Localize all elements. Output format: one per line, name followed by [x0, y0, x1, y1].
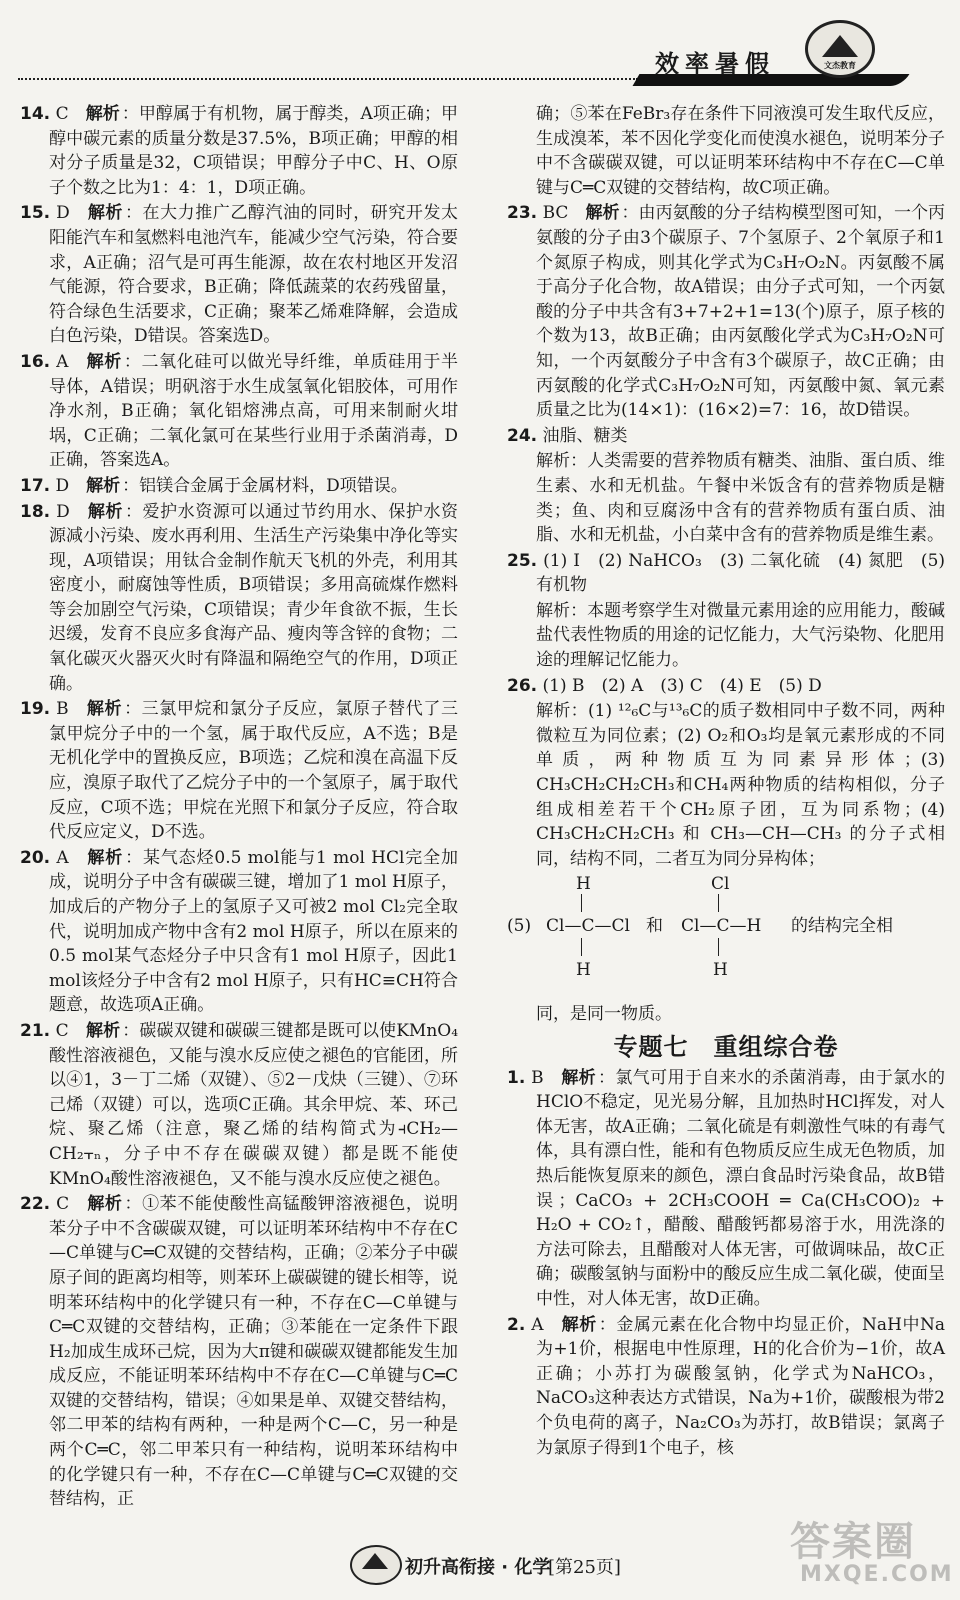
section-title: 专题七 重组综合卷 [613, 1033, 839, 1061]
watermark [790, 1510, 954, 1590]
page-number: [第25页] [548, 1557, 621, 1578]
answer-item-25-analysis: 解析：本题考察学生对微量元素用途的应用能力，酸碱盐代表性物质的用途的记忆能力，大气污染物、化肥用途的理解记忆能力。 [536, 600, 946, 671]
answer-item-15: 15. D 解析 ：在大力推广乙醇汽油的同时，研究开发太阳能汽车和氢燃料电池汽车，能减少空气污染，符合要求，A正确；沼气是可再生能源，故在农村地区开发沼气能源，符合要求，B正确；降低蔬菜的农药残留量，符合绿色生活要求，C正确；聚苯乙烯难降解，会造成白色污染，D错误。答案选D。 [20, 203, 459, 347]
answer-item-s7-1: 1. B 解析 ：氯气可用于自来水的杀菌消毒，由于氯水的HClO不稳定，见光易分解，且加热时HCl挥发，对人体无害，故A正确；二氧化硫是有刺激性气味的有毒气体，具有漂白性，能和有色物质反应生成无色物质，加热后能恢复原来的颜色，漂白食品时污染食品，故B错误；CaCO₃ + 2CH₃COOH ═ Ca(CH₃COO)₂ + H₂O + CO₂↑，醋酸、醋酸钙都易溶于水，用洗涤的方法可除去，且醋酸对人体无害，可做调味品，故C正确；碳酸氢钠与面粉中的酸反应生成二氧化碳，使面呈中性，对人体无害，故D正确。 [507, 1067, 946, 1309]
answer-item-26-analysis: 解析：(1) ¹²₆C与¹³₆C的质子数相同中子数不同，两种微粒互为同位素；(2) O₂和O₃均是氧元素形成的不同单质，两种物质互为同素异形体；(3) CH₃CH₂CH₂CH₃和CH₄两种物质的结构相似，分子组成相差若干个CH₂原子团，互为同系物；(4) CH₃CH₂CH₂CH₃ 和 CH₃—CH—CH₃ 的分子式相同，结构不同，二者互为同分异构体； [536, 701, 946, 869]
watermark-line-2: MXQE.COM [800, 1562, 954, 1587]
answer-item-25: 25. (1) I (2) NaHCO₃ (3) 二氧化硫 (4) 氮肥 (5) 有机物 [507, 550, 946, 596]
bond-line [718, 938, 719, 956]
answer-item-20: 20. A 解析 ：某气态烃0.5 mol能与1 mol HCl完全加成，说明分子中含有碳碳三键，增加了1 mol H原子，加成后的产物分子上的氢原子又可被2 mol Cl₂完全取代，说明加成产物中含有2 mol H原子，所以在原来的0.5 mol某气态烃分子中只含有1 mol H原子，因此1 mol该烃分子中含有2 mol H原子，只有HC≡CH符合题意，故选项A正确。 [20, 847, 459, 1016]
bond-line [718, 894, 719, 912]
answer-item-26-end: 同，是同一物质。 [536, 1004, 672, 1025]
bond-line [581, 938, 582, 956]
footer-logo-icon [350, 1545, 402, 1585]
answer-item-26: 26. (1) B (2) A (3) C (4) E (5) D [507, 675, 822, 696]
left-column [20, 102, 458, 1513]
answer-item-14: 14. C 解析 ：甲醇属于有机物，属于醇类，A项正确；甲醇中碳元素的质量分数是37.5%，B项正确；甲醇的相对分子质量是32，C项错误；甲醇分子中C、H、O原子个数之比为1：4：1，D项正确。 [20, 104, 459, 198]
answer-item-19: 19. B 解析 ：三氯甲烷和氯分子反应，氯原子替代了三氯甲烷分子中的一个氢，属于取代反应，A不选；B是无机化学中的置换反应，B项选；乙烷和溴在高温下反应，溴原子取代了乙烷分子中的一个氢原子，属于取代反应，C项不选；甲烷在光照下和氯分子反应，符合取代反应定义，D不选。 [20, 699, 459, 843]
answer-item-24: 24. 油脂、糖类 [507, 425, 628, 446]
formula-left-bottom-h: H [576, 960, 591, 981]
answer-item-24-analysis: 解析：人类需要的营养物质有糖类、油脂、蛋白质、维生素、水和无机盐。午餐中米饭含有的营养物质是糖类；鱼、肉和豆腐汤中含有的营养物质有蛋白质、油脂、水和无机盐，小白菜中含有的营养物质是维生素。 [536, 451, 946, 546]
answer-item-17: 17. D 解析 ：铝镁合金属于金属材料，D项错误。 [20, 475, 408, 496]
formula-tail-text: 的结构完全相 [791, 916, 893, 937]
mountain-icon [822, 35, 858, 57]
answer-item-s7-2: 2. A 解析 ：金属元素在化合物中均显正价，NaH中Na为+1价，根据电中性原理，H的化合价为−1价，故A正确；小苏打为碳酸氢钠，化学式为NaHCO₃，NaCO₃这种表达方式错误，Na为+1价，碳酸根为带2个负电荷的离子，Na₂CO₃为苏打，故B错误；氯离子为氯原子得到1个电子，核 [507, 1314, 946, 1458]
answer-item-22-continued: 确；⑤苯在FeBr₃存在条件下同液溴可发生取代反应，生成溴苯，苯不因化学变化而使溴水褪色，说明苯分子中不含碳碳双键，可以证明苯环结构中不存在C—C单键与C═C双键的交替结构，故C项正确。 [536, 104, 946, 198]
answer-item-21: 21. C 解析 ：碳碳双键和碳碳三键都是既可以使KMnO₄酸性溶液褪色，又能与溴水反应使之褪色的官能团，所以④1，3－丁二烯（双键）、⑤2－戊炔（三键）、⑦环己烯（双键）可以，选项C正确。其余甲烷、苯、环己烷、聚乙烯（注意，聚乙烯的结构简式为⫞CH₂—CH₂⫟ₙ，分子中不存在碳碳双键）都是既不能使KMnO₄酸性溶液褪色，又不能与溴水反应使之褪色。 [20, 1020, 459, 1189]
answer-item-22: 22. C 解析 ：①苯不能使酸性高锰酸钾溶液褪色，说明苯分子中不含碳碳双键，可以证明苯环结构中不存在C—C单键与C═C双键的交替结构，正确；②苯分子中碳原子间的距离均相等，则苯环上碳碳键的键长相等，说明苯环结构中的化学键只有一种，不存在C—C单键与C═C双键的交替结构，正确；③苯能在一定条件下跟H₂加成生成环己烷，因为大π键和碳碳双键都能发生加成反应，不能证明苯环结构中不存在C—C单键与C═C双键的交替结构，错误；④如果是单、双键交替结构，邻二甲苯的结构有两种，一种是两个C—C，另一种是两个C═C，邻二甲苯只有一种结构，说明苯环结构中的化学键只有一种，不存在C—C单键与C═C双键的交替结构，正 [20, 1194, 459, 1510]
answer-item-16: 16. A 解析 ：二氧化硅可以做光导纤维，单质硅用于半导体，A错误；明矾溶于水生成氢氧化铝胶体，可用作净水剂，B正确；氧化铝熔沸点高，可用来制耐火坩埚，C正确；二氧化氯可在某些行业用于杀菌消毒，D正确，答案选A。 [20, 351, 459, 471]
structural-formula-block [507, 872, 945, 1002]
answer-item-23: 23. BC 解析 ：由丙氨酸的分子结构模型图可知，一个丙氨酸的分子由3个碳原子、7个氢原子、2个氧原子和1个氮原子构成，则其化学式为C₃H₇O₂N。丙氨酸不属于高分子化合物，故A错误；由分子式可知，一个丙氨酸的分子中共含有3+7+2+1=13(个)原子，原子核的个数为13，故B正确；由丙氨酸化学式为C₃H₇O₂N可知，一个丙氨酸分子中含有3个碳原子，故C正确；由丙氨酸的化学式C₃H₇O₂N可知，丙氨酸中氮、氧元素质量之比为(14×1)：(16×2)=7：16，故D错误。 [507, 203, 946, 421]
logo-text: 文杰教育 [824, 61, 856, 70]
formula-right-top-cl: Cl [711, 874, 730, 895]
formula-right-main: Cl—C—H [681, 916, 762, 937]
page-header [0, 0, 960, 100]
publisher-logo [805, 20, 875, 78]
answer-item-18: 18. D 解析 ：爱护水资源可以通过节约用水、保护水资源减小污染、废水再利用、生活生产污染集中净化等实现，A项错误；用钛合金制作航天飞机的外壳，利用其密度小，耐腐蚀等性质，B项错误；多用高硫煤作燃料等会加剧空气污染，C项错误；青少年食欲不振，生长迟缓，发育不良应多食海产品、瘦肉等含锌的食物；二氧化碳灭火器灭火时有降温和隔绝空气的作用，D项正确。 [20, 501, 459, 694]
header-title: 效率暑假 [655, 50, 775, 78]
formula-and: 和 [646, 916, 663, 937]
formula-right-bottom-h: H [713, 960, 728, 981]
watermark-line-1: 答案圈 [790, 1519, 916, 1565]
header-dotted-rule [18, 78, 638, 80]
bond-line [581, 894, 582, 912]
right-column [507, 102, 945, 1461]
formula-label-5: (5) [507, 916, 532, 937]
formula-left-main: Cl—C—Cl [546, 916, 630, 937]
formula-left-top-h: H [576, 874, 591, 895]
footer-text: 初升高衔接 · 化学 [405, 1557, 551, 1578]
